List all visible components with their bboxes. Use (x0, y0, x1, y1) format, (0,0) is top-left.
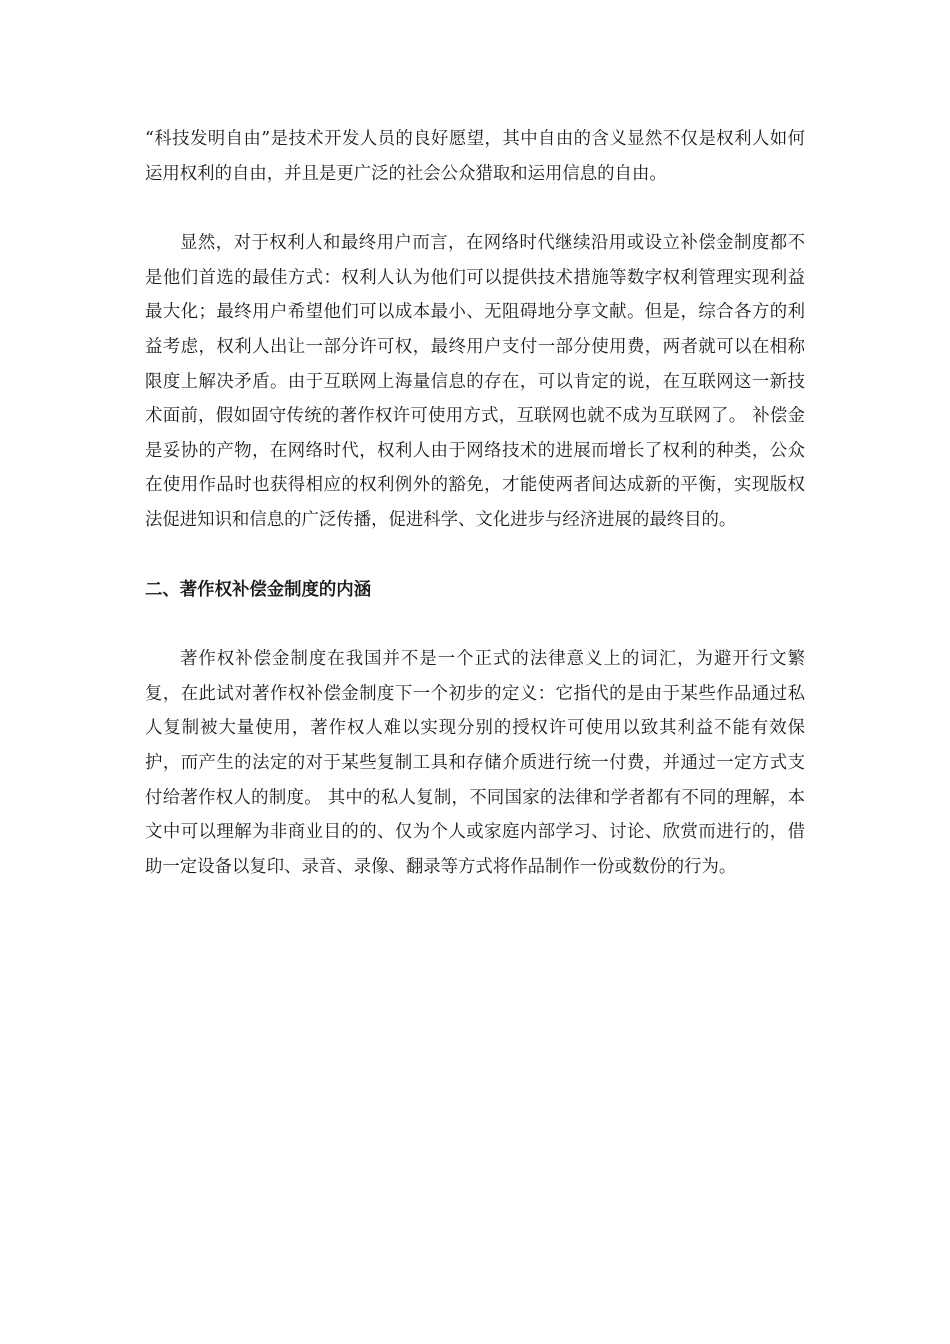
paragraph-gap (145, 191, 805, 226)
document-body (145, 122, 805, 884)
paragraph-definition: 著作权补偿金制度在我国并不是一个正式的法律意义上的词汇，为避开行文繁复，在此试对著作权补偿金制度下一个初步的定义：它指代的是由于某些作品通过私人复制被大量使用，著作权人难以实现分别的授权许可使用以致其利益不能有效保护，而产生的法定的对于某些复制工具和存储介质进行统一付费，并通过一定方式支付给著作权人的制度。 其中的私人复制，不同国家的法律和学者都有不同的理解，本文中可以理解为非商业目的的、仅为个人或家庭内部学习、讨论、欣赏而进行的，借助一定设备以复印、录音、录像、翻录等方式将作品制作一份或数份的行为。 (145, 649, 805, 877)
paragraph-compensation-tradeoff: 显然，对于权利人和最终用户而言，在网络时代继续沿用或设立补偿金制度都不是他们首选的最佳方式：权利人认为他们可以提供技术措施等数字权利管理实现利益最大化；最终用户希望他们可以成本最小、无阻碍地分享文献。但是，综合各方的利益考虑，权利人出让一部分许可权，最终用户支付一部分使用费，两者就可以在相称限度上解决矛盾。由于互联网上海量信息的存在，可以肯定的说，在互联网这一新技术面前，假如固守传统的著作权许可使用方式，互联网也就不成为互联网了。 补偿金是妥协的产物，在网络时代，权利人由于网络技术的进展而增长了权利的种类，公众在使用作品时也获得相应的权利例外的豁免，才能使两者间达成新的平衡，实现版权法促进知识和信息的广泛传播，促进科学、文化进步与经济进展的最终目的。 (145, 233, 805, 530)
paragraph-continued: “科技发明自由”是技术开发人员的良好愿望，其中自由的含义显然不仅是权利人如何运用权利的自由，并且是更广泛的社会公众猎取和运用信息的自由。 (145, 129, 805, 184)
section-heading: 二、著作权补偿金制度的内涵 (145, 579, 372, 600)
paragraph-gap (145, 538, 805, 573)
paragraph-gap (145, 607, 805, 642)
